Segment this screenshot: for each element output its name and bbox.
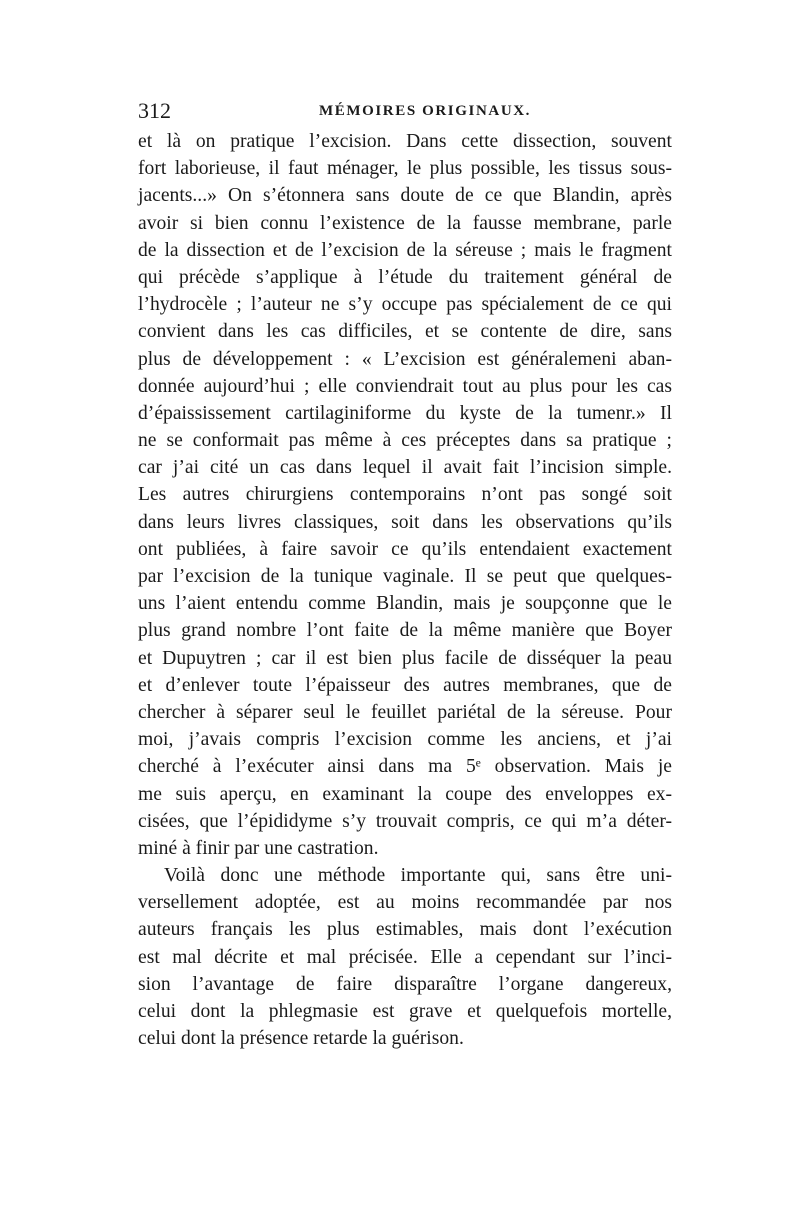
text-line: Voilà donc une méthode importante qui, sans être uni- xyxy=(164,865,672,887)
paragraph-2 xyxy=(138,862,672,1052)
text-line: chercher à séparer seul le feuillet pariétal de la séreuse. Pour xyxy=(138,701,672,723)
text-line: ne se conformait pas même à ces préceptes dans sa pratique ; xyxy=(138,430,672,452)
page-number: 312 xyxy=(138,98,171,123)
text-line: convient dans les cas difficiles, et se contente de dire, sans xyxy=(138,321,672,343)
text-line: cherché à l’exécuter ainsi dans ma 5ᵉ observation. Mais je xyxy=(138,756,672,778)
text-line: et Dupuytren ; car il est bien plus facile de disséquer la peau xyxy=(138,647,672,669)
text-line: l’hydrocèle ; l’auteur ne s’y occupe pas spécialement de ce qui xyxy=(138,294,672,316)
text-line: celui dont la phlegmasie est grave et quelquefois mortelle, xyxy=(138,1001,672,1022)
text-line: jacents...» On s’étonnera sans doute de ce que Blandin, après xyxy=(138,185,672,207)
text-line: plus grand nombre l’ont faite de la même manière que Boyer xyxy=(138,620,672,642)
text-line: car j’ai cité un cas dans lequel il avait fait l’incision simple. xyxy=(138,457,672,479)
text-line: fort laborieuse, il faut ménager, le plus possible, les tissus sous- xyxy=(138,158,672,180)
paragraph-1 xyxy=(138,128,672,862)
text-line: moi, j’avais compris l’excision comme les anciens, et j’ai xyxy=(138,729,672,751)
text-line: uns l’aient entendu comme Blandin, mais je soupçonne que le xyxy=(138,593,672,615)
text-line: dans leurs livres classiques, soit dans les observations qu’ils xyxy=(138,511,672,533)
text-line: celui dont la présence retarde la guérison. xyxy=(138,1028,464,1050)
text-line: me suis aperçu, en examinant la coupe des enveloppes ex- xyxy=(138,783,672,805)
text-line: de la dissection et de l’excision de la séreuse ; mais le fragment xyxy=(138,239,672,261)
text-line: par l’excision de la tunique vaginale. Il se peut que quelques- xyxy=(138,566,672,587)
text-line: avoir si bien connu l’existence de la fausse membrane, parle xyxy=(138,212,672,234)
running-head xyxy=(138,96,672,126)
text-line: versellement adoptée, est au moins recommandée par nos xyxy=(138,892,672,914)
text-line: Les autres chirurgiens contemporains n’ont pas songé soit xyxy=(138,484,672,506)
text-line: auteurs français les plus estimables, mais dont l’exécution xyxy=(138,919,672,941)
text-line: donnée aujourd’hui ; elle conviendrait tout au plus pour les cas xyxy=(138,375,672,397)
body-text xyxy=(138,128,672,1052)
text-line: est mal décrite et mal précisée. Elle a cependant sur l’inci- xyxy=(138,946,672,968)
text-line: et d’enlever toute l’épaisseur des autres membranes, que de xyxy=(138,674,672,696)
text-line: ont publiées, à faire savoir ce qu’ils entendaient exactement xyxy=(138,538,672,560)
text-line: qui précède s’applique à l’étude du traitement général de xyxy=(138,266,672,288)
text-line: plus de développement : « L’excision est généralemeni aban- xyxy=(138,348,672,370)
running-title: MÉMOIRES ORIGINAUX. xyxy=(318,103,532,119)
text-line: cisées, que l’épididyme s’y trouvait compris, ce qui m’a déter- xyxy=(138,810,672,832)
text-line: d’épaississement cartilaginiforme du kyste de la tumenr.» Il xyxy=(138,402,672,424)
text-line: et là on pratique l’excision. Dans cette dissection, souvent xyxy=(138,131,672,152)
text-line: sion l’avantage de faire disparaître l’organe dangereux, xyxy=(138,973,672,995)
text-line: miné à finir par une castration. xyxy=(138,837,379,859)
